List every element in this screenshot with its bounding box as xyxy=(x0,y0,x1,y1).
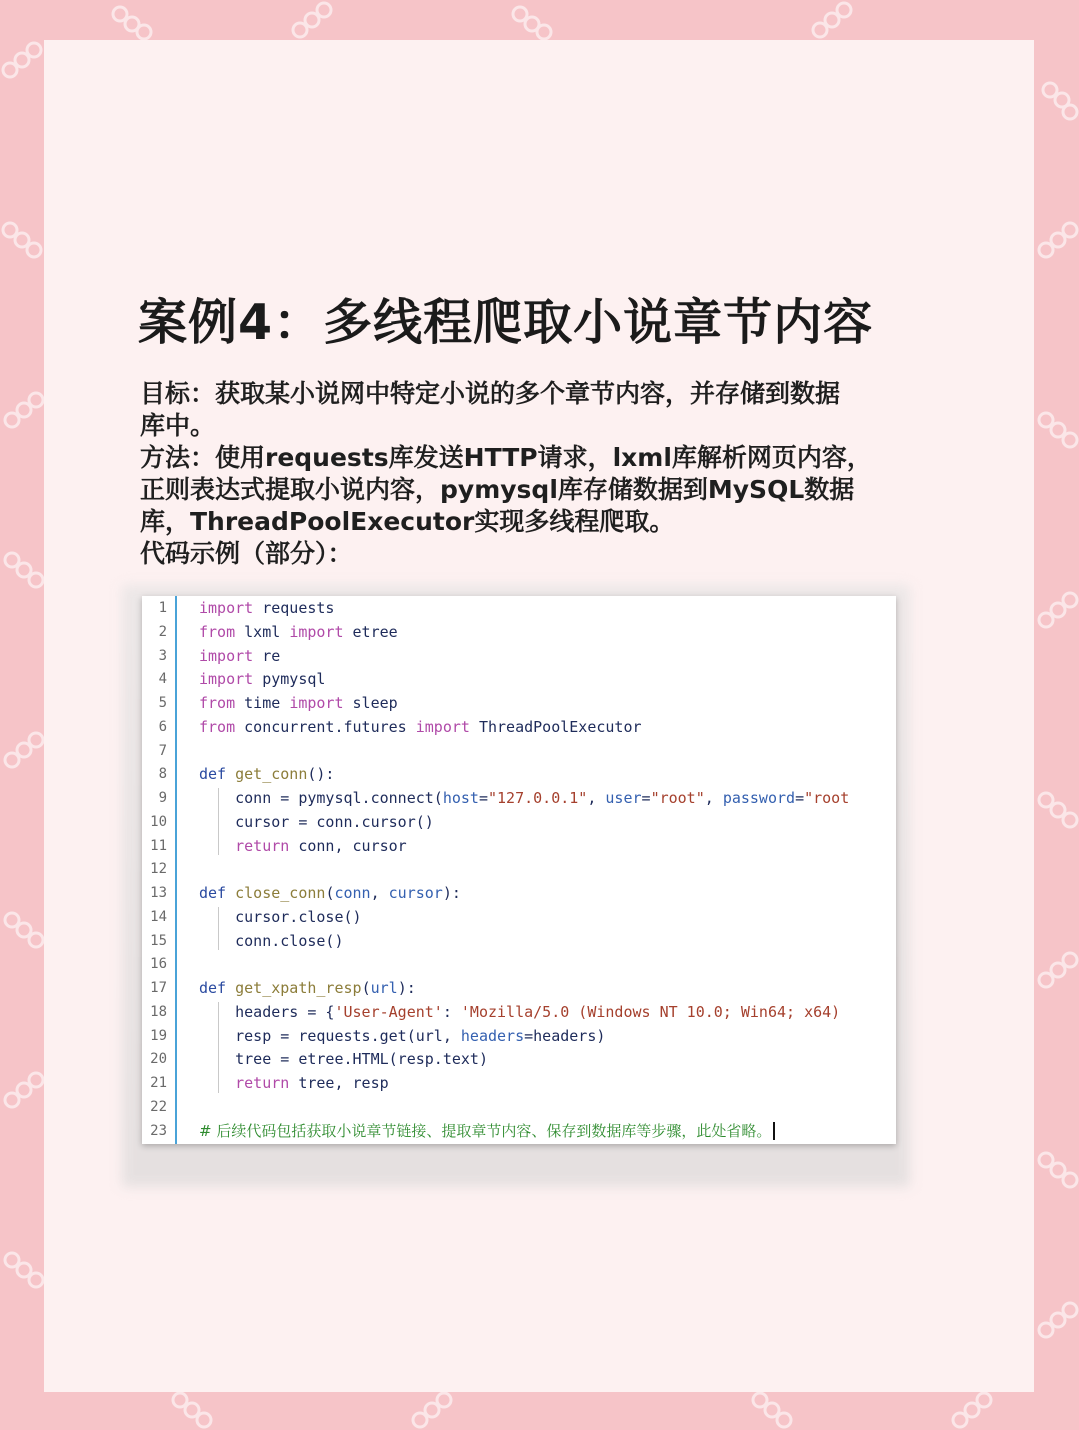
code-token: import xyxy=(415,717,470,736)
line-number: 11 xyxy=(150,837,167,854)
code-token: , xyxy=(587,789,606,807)
code-text xyxy=(199,929,344,953)
line-number: 7 xyxy=(158,742,167,759)
code-token: lxml xyxy=(235,622,290,641)
code-token: return xyxy=(235,1074,290,1092)
line-number: 9 xyxy=(158,790,167,806)
line-number: 17 xyxy=(150,980,167,996)
code-token: import xyxy=(199,646,254,665)
code-line xyxy=(142,762,896,786)
code-line xyxy=(142,596,896,620)
code-token: ThreadPoolExecutor xyxy=(469,717,642,736)
code-line xyxy=(142,1119,896,1143)
code-text xyxy=(199,1119,775,1143)
code-token: sleep xyxy=(343,694,398,712)
code-token: ( xyxy=(361,979,371,997)
code-editor xyxy=(142,596,896,1144)
code-token: 'Mozilla/5.0 (Windows NT 10.0; Win64; x64) xyxy=(460,1002,850,1021)
line-number: 3 xyxy=(158,647,167,664)
code-text xyxy=(199,715,642,739)
code-token: ( xyxy=(325,884,335,902)
code-token xyxy=(226,765,235,783)
line-number: 10 xyxy=(150,813,167,830)
code-token: etree xyxy=(343,622,398,641)
code-text xyxy=(199,1000,849,1024)
code-text xyxy=(199,810,434,834)
code-line xyxy=(142,857,896,881)
code-token: =headers) xyxy=(524,1026,606,1045)
code-text xyxy=(199,1071,389,1095)
line-number: 2 xyxy=(158,623,167,640)
code-token: ): xyxy=(442,884,461,902)
code-token: "root" xyxy=(650,789,705,807)
code-line xyxy=(142,739,896,763)
code-token: def xyxy=(199,765,227,784)
code-token: , xyxy=(370,884,389,902)
code-text xyxy=(199,667,325,691)
code-token: 'User-Agent' xyxy=(334,1002,443,1021)
code-token: import xyxy=(199,599,254,617)
code-token: requests xyxy=(253,599,335,617)
code-token: close_conn xyxy=(235,884,326,902)
description-line: 正则表达式提取小说内容，pymysql库存储数据到MySQL数据 xyxy=(140,475,855,504)
code-token: = xyxy=(641,789,651,807)
code-token: get_conn xyxy=(235,765,308,784)
code-token: ): xyxy=(397,979,416,997)
code-text xyxy=(199,834,407,858)
code-token: cursor xyxy=(388,884,443,902)
code-token: import xyxy=(289,694,344,712)
code-token xyxy=(199,1074,235,1092)
code-token: def xyxy=(199,979,227,997)
code-text xyxy=(199,762,334,786)
code-text xyxy=(199,905,362,929)
code-token xyxy=(226,979,235,997)
code-line xyxy=(142,929,896,953)
code-token: "127.0.0.1" xyxy=(488,789,588,807)
code-token: = xyxy=(795,789,805,807)
code-token: tree = etree.HTML(resp.text) xyxy=(199,1050,488,1069)
code-line xyxy=(142,905,896,929)
line-number: 16 xyxy=(150,956,167,973)
code-line xyxy=(142,1095,896,1119)
code-token: = xyxy=(478,789,488,807)
code-text xyxy=(199,976,416,1000)
code-text xyxy=(199,620,398,644)
code-text xyxy=(199,691,398,715)
code-token: cursor = conn.cursor() xyxy=(199,812,434,831)
line-number: 14 xyxy=(150,908,167,925)
code-token: resp = requests.get(url, xyxy=(199,1026,461,1045)
code-token: "root xyxy=(804,789,850,807)
code-token: tree, resp xyxy=(289,1074,389,1092)
code-line xyxy=(142,691,896,715)
code-token: pymysql xyxy=(253,670,326,689)
code-token: user xyxy=(605,789,642,807)
line-number: 20 xyxy=(150,1051,167,1068)
code-token: host xyxy=(442,789,479,807)
line-number: 23 xyxy=(150,1122,167,1139)
code-token: cursor.close() xyxy=(199,907,362,926)
code-line xyxy=(142,667,896,691)
code-line xyxy=(142,1024,896,1048)
code-token: # 后续代码包括获取小说章节链接、提取章节内容、保存到数据库等步骤，此处省略。 xyxy=(199,1121,772,1140)
code-line xyxy=(142,644,896,668)
code-line xyxy=(142,1047,896,1071)
code-line xyxy=(142,881,896,905)
description-line: 方法：使用requests库发送HTTP请求，lxml库解析网页内容， xyxy=(140,443,872,472)
code-token: from xyxy=(199,717,236,736)
description-line: 目标：获取某小说网中特定小说的多个章节内容，并存储到数据 xyxy=(140,379,841,408)
code-token: , xyxy=(704,789,723,807)
code-line xyxy=(142,952,896,976)
code-line xyxy=(142,834,896,858)
code-text xyxy=(199,881,461,905)
code-line xyxy=(142,1000,896,1024)
code-token: conn = pymysql.connect( xyxy=(199,789,443,807)
code-token: (): xyxy=(307,765,335,784)
code-token: from xyxy=(199,694,236,712)
code-token: conn xyxy=(334,884,371,902)
code-token: import xyxy=(289,622,344,641)
code-line xyxy=(142,810,896,834)
code-token: from xyxy=(199,622,236,641)
code-token: password xyxy=(722,789,796,807)
code-token: return xyxy=(235,836,290,855)
line-number: 22 xyxy=(150,1098,167,1115)
line-number: 8 xyxy=(158,766,167,783)
code-token: url xyxy=(370,979,398,997)
text-cursor xyxy=(773,1122,775,1140)
code-line xyxy=(142,786,896,810)
line-number: 19 xyxy=(150,1027,167,1044)
description-line: 代码示例（部分）： xyxy=(140,539,353,568)
code-token: time xyxy=(235,694,290,712)
code-text xyxy=(199,1024,605,1048)
code-line xyxy=(142,620,896,644)
code-token: concurrent.futures xyxy=(235,717,416,736)
description-block xyxy=(140,378,910,570)
code-token: headers xyxy=(460,1026,525,1045)
line-number: 4 xyxy=(158,671,167,688)
code-line xyxy=(142,1071,896,1095)
code-token: import xyxy=(199,670,254,689)
description-line: 库，ThreadPoolExecutor实现多线程爬取。 xyxy=(140,507,675,536)
code-token: conn.close() xyxy=(199,931,344,950)
code-line xyxy=(142,715,896,739)
code-token xyxy=(199,837,235,855)
code-token: headers = { xyxy=(199,1002,335,1021)
line-number: 13 xyxy=(150,885,167,901)
code-token xyxy=(226,884,235,902)
code-line xyxy=(142,976,896,1000)
code-token: get_xpath_resp xyxy=(235,979,362,997)
line-number: 21 xyxy=(150,1075,167,1091)
description-line: 库中。 xyxy=(140,411,216,440)
code-text xyxy=(199,596,334,620)
line-number: 18 xyxy=(150,1003,167,1020)
line-number: 5 xyxy=(158,695,167,711)
line-number: 15 xyxy=(150,932,167,949)
code-text xyxy=(199,644,280,668)
code-token: def xyxy=(199,884,227,902)
code-token: conn, cursor xyxy=(289,836,407,855)
code-token: re xyxy=(253,646,281,665)
code-text xyxy=(199,786,849,810)
line-number: 1 xyxy=(158,600,167,616)
line-number: 12 xyxy=(150,861,167,878)
page-title: 案例4：多线程爬取小说章节内容 xyxy=(138,294,874,351)
code-text xyxy=(199,1047,488,1071)
line-number: 6 xyxy=(158,718,167,735)
code-token: : xyxy=(442,1002,461,1021)
